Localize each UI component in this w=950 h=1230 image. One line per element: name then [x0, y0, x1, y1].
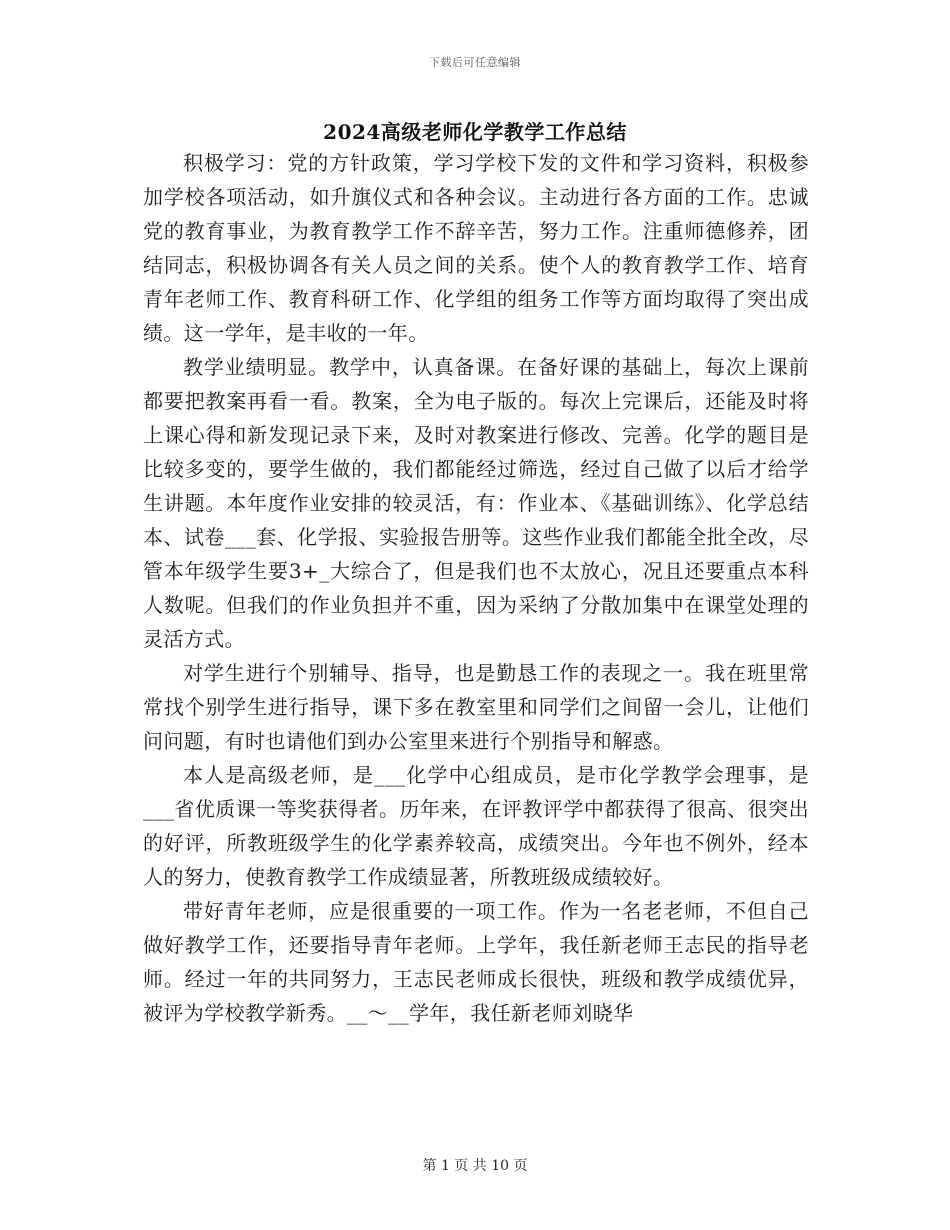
paragraph-study: 积极学习：党的方针政策，学习学校下发的文件和学习资料，积极参加学校各项活动，如升旗仪式和各种会议。主动进行各方面的工作。忠诚党的教育事业，为教育教学工作不辞辛苦，努力工作。注重师德修养，团结同志，积极协调各有关人员之间的关系。使个人的教育教学工作、培育青年老师工作、教育科研工作、化学组的组务工作等方面均取得了突出成绩。这一学年，是丰收的一年。: [143, 151, 809, 345]
paragraph-mentoring: 带好青年老师，应是很重要的一项工作。作为一名老老师，不但自己做好教学工作，还要指导青年老师。上学年，我任新老师王志民的指导老师。经过一年的共同努力，王志民老师成长很快，班级和教学成绩优异，被评为学校教学新秀。__～__学年，我任新老师刘晓华: [143, 899, 809, 1025]
paragraph-individual-tutoring: 对学生进行个别辅导、指导，也是勤恳工作的表现之一。我在班里常常找个别学生进行指导，课下多在教室里和同学们之间留一会儿，让他们问问题，有时也请他们到办公室里来进行个别指导和解惑。: [143, 661, 809, 753]
document-title: 2024高级老师化学教学工作总结: [323, 120, 627, 144]
page-number-footer: 第 1 页 共 10 页: [422, 1158, 528, 1174]
paragraph-senior-teacher: 本人是高级老师，是___化学中心组成员，是市化学教学会理事，是___省优质课一等奖获得者。历年来，在评教评学中都获得了很高、很突出的好评，所教班级学生的化学素养较高，成绩突出。今年也不例外，经本人的努力，使教育教学工作成绩显著，所教班级成绩较好。: [143, 763, 809, 889]
header-note: 下载后可任意编辑: [429, 56, 521, 69]
paragraph-teaching-results: 教学业绩明显。教学中，认真备课。在备好课的基础上，每次上课前都要把教案再看一看。教案，全为电子版的。每次上完课后，还能及时将上课心得和新发现记录下来，及时对教案进行修改、完善。化学的题目是比较多变的，要学生做的，我们都能经过筛选，经过自己做了以后才给学生讲题。本年度作业安排的较灵活，有：作业本、《基础训练》、化学总结本、试卷___套、化学报、实验报告册等。这些作业我们都能全批全改，尽管本年级学生要3+_大综合了，但是我们也不太放心，况且还要重点本科人数呢。但我们的作业负担并不重，因为采纳了分散加集中在课堂处理的灵活方式。: [143, 355, 809, 651]
document-body: [143, 146, 809, 1030]
